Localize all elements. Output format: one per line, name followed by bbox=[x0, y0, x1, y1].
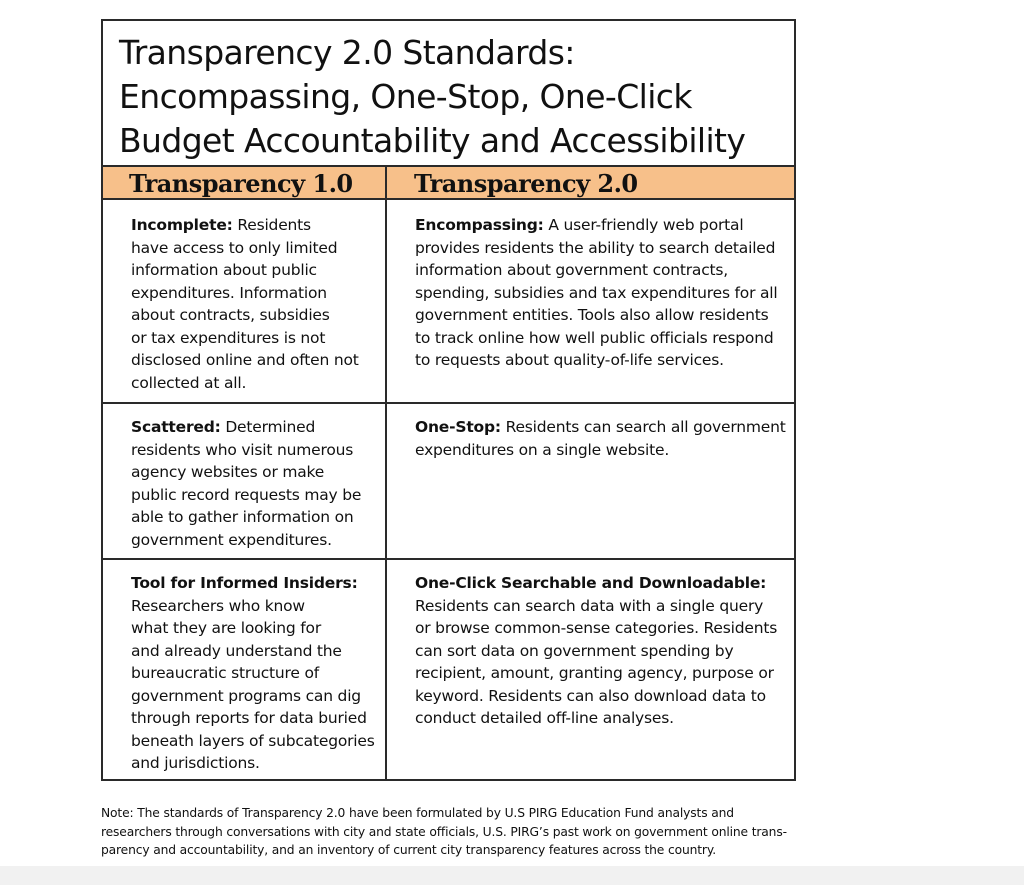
page-bottom-strip bbox=[0, 866, 1024, 885]
cell-one-stop bbox=[415, 416, 786, 461]
cell-text: bureaucratic structure of bbox=[131, 664, 319, 682]
cell-text: and jurisdictions. bbox=[131, 754, 260, 772]
cell-text: have access to only limited bbox=[131, 238, 338, 257]
cell-text: Residents can search all government bbox=[500, 418, 786, 436]
column-divider bbox=[385, 165, 387, 779]
cell-term: One-Stop: bbox=[415, 418, 501, 436]
cell-text: through reports for data buried bbox=[131, 709, 367, 727]
footnote-line: Note: The standards of Transparency 2.0 have been formulated by U.S PIRG Education Fund analysts and bbox=[101, 806, 734, 820]
cell-text: residents who visit numerous bbox=[131, 440, 354, 459]
footnote bbox=[101, 804, 801, 860]
cell-text: to track online how well public officials respond bbox=[415, 328, 774, 347]
cell-encompassing bbox=[415, 214, 778, 372]
cell-text: government entities. Tools also allow residents bbox=[415, 306, 769, 324]
cell-term: Tool for Informed Insiders: bbox=[131, 574, 358, 592]
cell-text: disclosed online and often not bbox=[131, 351, 359, 369]
cell-text: Determined bbox=[220, 418, 316, 436]
standards-table bbox=[101, 19, 796, 781]
cell-text: information about government contracts, bbox=[415, 261, 729, 279]
cell-text: information about public bbox=[131, 261, 317, 279]
cell-term: Incomplete: bbox=[131, 216, 233, 234]
row-divider bbox=[103, 402, 794, 404]
cell-text: or browse common-sense categories. Residents bbox=[415, 619, 778, 637]
title-line: Encompassing, One-Stop, One-Click bbox=[119, 77, 692, 116]
cell-text: and already understand the bbox=[131, 641, 342, 660]
cell-one-click bbox=[415, 572, 777, 730]
cell-term: One-Click Searchable and Downloadable: bbox=[415, 574, 767, 592]
cell-text: government programs can dig bbox=[131, 686, 361, 705]
cell-text: expenditures on a single website. bbox=[415, 440, 670, 459]
cell-text: government expenditures. bbox=[131, 530, 332, 549]
title-line: Budget Accountability and Accessibility bbox=[119, 121, 746, 160]
table-title bbox=[119, 31, 789, 163]
cell-text: expenditures. Information bbox=[131, 283, 327, 302]
cell-text: recipient, amount, granting agency, purpose or bbox=[415, 664, 774, 682]
cell-text: beneath layers of subcategories bbox=[131, 731, 375, 750]
cell-text: Researchers who know bbox=[131, 596, 305, 615]
cell-text: A user-friendly web portal bbox=[543, 216, 744, 234]
cell-incomplete bbox=[131, 214, 359, 394]
cell-term: Encompassing: bbox=[415, 216, 544, 234]
cell-text: what they are looking for bbox=[131, 619, 321, 637]
footnote-line: parency and accountability, and an inventory of current city transparency features across the country. bbox=[101, 843, 716, 857]
cell-informed-insiders bbox=[131, 572, 375, 775]
cell-scattered bbox=[131, 416, 361, 551]
cell-text: conduct detailed off-line analyses. bbox=[415, 709, 674, 727]
cell-text: Residents bbox=[232, 216, 311, 234]
cell-text: can sort data on government spending by bbox=[415, 641, 734, 660]
footnote-line: researchers through conversations with city and state officials, U.S. PIRG’s past work on government online trans- bbox=[101, 824, 787, 839]
cell-text: to requests about quality-of-life services. bbox=[415, 351, 724, 369]
cell-term: Scattered: bbox=[131, 418, 221, 436]
cell-text: Residents can search data with a single query bbox=[415, 596, 764, 615]
cell-text: about contracts, subsidies bbox=[131, 306, 330, 324]
cell-text: provides residents the ability to search detailed bbox=[415, 238, 776, 257]
cell-text: able to gather information on bbox=[131, 508, 354, 526]
cell-text: agency websites or make bbox=[131, 463, 325, 481]
cell-text: keyword. Residents can also download data to bbox=[415, 686, 766, 705]
column-header-band bbox=[103, 165, 794, 200]
title-line: Transparency 2.0 Standards: bbox=[119, 33, 575, 72]
row-divider bbox=[103, 558, 794, 560]
column-header-transparency-1: Transparency 1.0 bbox=[129, 169, 353, 198]
cell-text: spending, subsidies and tax expenditures for all bbox=[415, 283, 778, 302]
cell-text: public record requests may be bbox=[131, 485, 362, 504]
column-header-transparency-2: Transparency 2.0 bbox=[414, 169, 638, 198]
cell-text: or tax expenditures is not bbox=[131, 328, 326, 347]
cell-text: collected at all. bbox=[131, 373, 247, 392]
